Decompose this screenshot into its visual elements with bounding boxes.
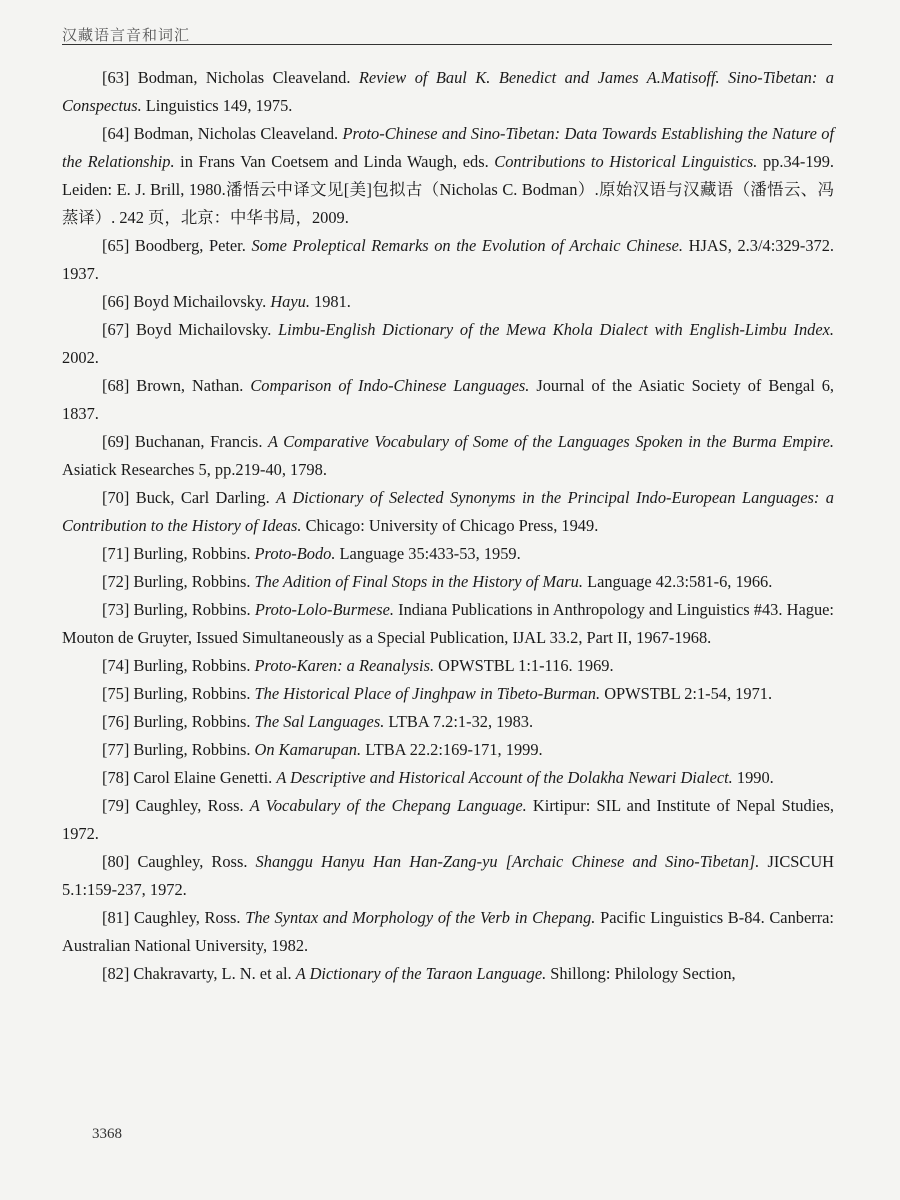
reference-entry [62,652,834,680]
reference-details: Kirtipur: SIL and Institute of Nepal Studies, 1972. [62,796,834,843]
reference-title: A Vocabulary of the Chepang Language. [249,796,527,815]
reference-details: LTBA 7.2:1-32, 1983. [384,712,534,731]
reference-title-secondary: Contributions to Historical Linguistics. [494,152,758,171]
reference-title: The Adition of Final Stops in the History of Maru. [254,572,583,591]
reference-number: [78] [102,768,130,787]
reference-entry [62,540,834,568]
reference-title: The Historical Place of Jinghpaw in Tibeto-Burman. [254,684,601,703]
reference-details: Linguistics 149, 1975. [141,96,293,115]
reference-entry [62,792,834,848]
reference-entry [62,428,834,484]
reference-number: [74] [102,656,130,675]
reference-number: [63] [102,68,130,87]
reference-number: [73] [102,600,130,619]
reference-entry [62,64,834,120]
reference-title: A Dictionary of Selected Synonyms in the Principal Indo-European Languages: a Contribution to the History of Ideas. [62,488,835,535]
reference-number: [70] [102,488,130,507]
reference-author: Boyd Michailovsky. [136,320,279,339]
reference-entry [62,736,834,764]
reference-details: 2002. [62,348,99,367]
reference-author: Burling, Robbins. [133,740,255,759]
reference-author: Burling, Robbins. [133,712,255,731]
reference-number: [69] [102,432,130,451]
reference-author: Caughley, Ross. [137,852,256,871]
reference-title: Proto-Bodo. [254,544,336,563]
reference-details: Journal of the Asiatic Society of Bengal 6, 1837. [62,376,835,423]
reference-entry [62,372,834,428]
reference-title: Limbu-English Dictionary of the Mewa Khola Dialect with English-Limbu Index. [278,320,834,339]
reference-author: Caughley, Ross. [135,796,250,815]
reference-title: The Sal Languages. [254,712,385,731]
reference-author: Burling, Robbins. [133,600,255,619]
reference-entry [62,568,834,596]
reference-title: Proto-Karen: a Reanalysis. [254,656,435,675]
reference-author: Burling, Robbins. [133,544,255,563]
reference-details: OPWSTBL 2:1-54, 1971. [600,684,773,703]
reference-author: Buck, Carl Darling. [135,488,277,507]
reference-list [62,64,834,988]
reference-title: Shanggu Hanyu Han Han-Zang-yu [Archaic Chinese and Sino-Tibetan]. [255,852,760,871]
reference-author: Bodman, Nicholas Cleaveland. [137,68,359,87]
reference-entry [62,960,834,988]
reference-number: [72] [102,572,130,591]
reference-number: [64] [102,124,130,143]
reference-title: Some Proleptical Remarks on the Evolution of Archaic Chinese. [251,236,684,255]
reference-number: [77] [102,740,130,759]
reference-title: A Dictionary of the Taraon Language. [295,964,547,983]
reference-number: [71] [102,544,130,563]
running-header [62,22,832,50]
reference-details: Chicago: University of Chicago Press, 1949. [301,516,599,535]
reference-details: Language 42.3:581-6, 1966. [582,572,773,591]
reference-title: A Comparative Vocabulary of Some of the Languages Spoken in the Burma Empire. [267,432,834,451]
reference-details: JICSCUH 5.1:159-237, 1972. [62,852,834,899]
reference-entry [62,848,834,904]
reference-author: Bodman, Nicholas Cleaveland. [133,124,343,143]
reference-details: Asiatick Researches 5, pp.219-40, 1798. [62,460,327,479]
reference-details: LTBA 22.2:169-171, 1999. [361,740,543,759]
reference-title: Review of Baul K. Benedict and James A.Matisoff. Sino-Tibetan: a Conspectus. [62,68,834,115]
reference-number: [76] [102,712,130,731]
reference-title: A Descriptive and Historical Account of the Dolakha Newari Dialect. [276,768,733,787]
reference-details: 1990. [732,768,774,787]
reference-details: Pacific Linguistics B-84. Canberra: Australian National University, 1982. [62,908,834,955]
reference-details: in Frans Van Coetsem and Linda Waugh, eds. [174,152,495,171]
reference-number: [68] [102,376,130,395]
reference-details-secondary: pp.34-199. Leiden: E. J. Brill, 1980.潘悟云中译文见[美]包拟古（Nicholas C. Bodman）.原始汉语与汉藏语（潘悟云、冯蒸译）. 242 页，北京：中华书局，2009. [62,152,834,227]
reference-title: Comparison of Indo-Chinese Languages. [250,376,530,395]
reference-number: [82] [102,964,130,983]
reference-number: [80] [102,852,130,871]
reference-details: Language 35:433-53, 1959. [335,544,521,563]
reference-author: Buchanan, Francis. [134,432,268,451]
reference-entry [62,120,834,232]
reference-details: HJAS, 2.3/4:329-372. 1937. [62,236,835,283]
header-rule [62,44,832,45]
reference-number: [79] [102,796,130,815]
reference-title: Proto-Lolo-Burmese. [254,600,394,619]
reference-entry [62,708,834,736]
page-number: 3368 [92,1126,122,1142]
reference-entry [62,484,834,540]
reference-entry [62,680,834,708]
reference-title: Proto-Chinese and Sino-Tibetan: Data Towards Establishing the Nature of the Relationship. [62,124,834,171]
reference-details: Indiana Publications in Anthropology and Linguistics #43. Hague: Mouton de Gruyter, Issued Simultaneously as a Special Publication, IJAL 33.2, Part II, 1967-1968. [62,600,834,647]
reference-entry [62,904,834,960]
reference-author: Burling, Robbins. [133,656,255,675]
reference-author: Caughley, Ross. [134,908,246,927]
reference-entry [62,764,834,792]
reference-title: On Kamarupan. [254,740,362,759]
reference-entry [62,316,834,372]
reference-number: [66] [102,292,130,311]
reference-author: Boyd Michailovsky. [133,292,271,311]
reference-details: Shillong: Philology Section, [546,964,736,983]
reference-number: [81] [102,908,130,927]
reference-entry [62,232,834,288]
reference-number: [65] [102,236,130,255]
reference-entry [62,596,834,652]
reference-entry [62,288,834,316]
reference-author: Carol Elaine Genetti. [133,768,277,787]
reference-author: Boodberg, Peter. [134,236,252,255]
reference-author: Brown, Nathan. [136,376,251,395]
reference-details: 1981. [309,292,351,311]
reference-title: The Syntax and Morphology of the Verb in Chepang. [245,908,596,927]
reference-number: [75] [102,684,130,703]
reference-author: Chakravarty, L. N. et al. [133,964,296,983]
running-title: 汉藏语言音和词汇 [62,26,191,44]
reference-title: Hayu. [270,292,310,311]
reference-author: Burling, Robbins. [133,684,255,703]
reference-author: Burling, Robbins. [133,572,255,591]
reference-number: [67] [102,320,130,339]
reference-details: OPWSTBL 1:1-116. 1969. [434,656,614,675]
